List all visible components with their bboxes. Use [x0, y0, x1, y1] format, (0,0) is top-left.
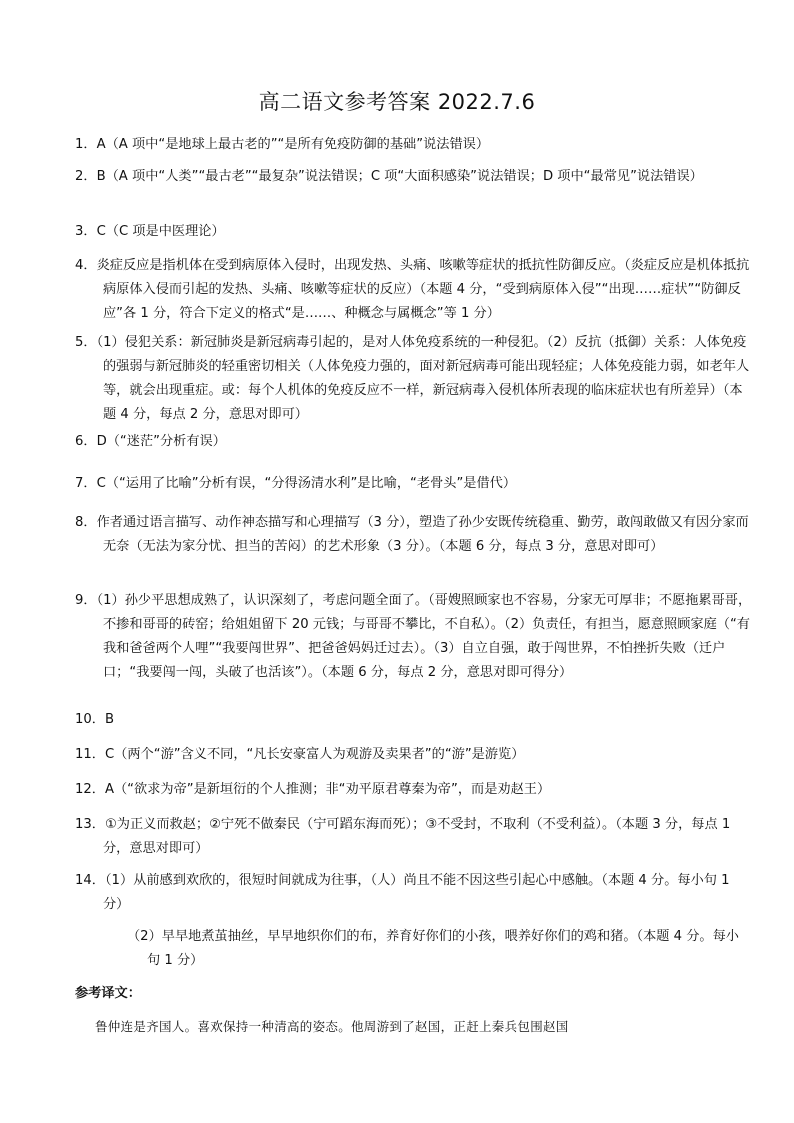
answer-item-5: 5．（1）侵犯关系：新冠肺炎是新冠病毒引起的，是对人体免疫系统的一种侵犯。（2）反抗（抵御）关系：人体免疫的强弱与新冠肺炎的轻重密切相关（人体免疫力强的，面对新冠病毒可能出现轻症；人体免疫能力弱，如老年人等，就会出现重症。或：每个人机体的免疫反应不一样，新冠病毒入侵机体所表现的临床症状也有所差异）（本题 4 分，每点 2 分，意思对即可） — [75, 335, 750, 422]
translation-text: 鲁仲连是齐国人。喜欢保持一种清高的姿态。他周游到了赵国，正赶上秦兵包围赵国 — [95, 1019, 569, 1034]
answer-item-2: 2．B（A 项中“人类”“最古老”“最复杂”说法错误；C 项“大面积感染”说法错误；D 项中“最常见”说法错误） — [75, 169, 703, 184]
answer-item-12: 12．A（“欲求为帝”是新垣衍的个人推测；非“劝平原君尊秦为帝”，而是劝赵王） — [75, 782, 551, 797]
answer-item-7: 7．C（“运用了比喻”分析有误，“分得汤清水利”是比喻，“老骨头”是借代） — [75, 476, 517, 491]
answer-item-4: 4．炎症反应是指机体在受到病原体入侵时，出现发热、头痛、咳嗽等症状的抵抗性防御反应。（炎症反应是机体抵抗病原体入侵而引起的发热、头痛、咳嗽等症状的反应）（本题 4 分，“受到病原体入侵”“出现……症状”“防御反应”各 1 分，符合下定义的格式“是……、种概念与属概念”等 1 分） — [75, 258, 750, 321]
answer-item-9: 9．（1）孙少平思想成熟了，认识深刻了，考虑问题全面了。（哥嫂照顾家也不容易，分家无可厚非；不愿拖累哥哥，不掺和哥哥的砖窑；给姐姐留下 20 元钱；与哥哥不攀比，不自私）。（2）负责任，有担当，愿意照顾家庭（“有我和爸爸两个人哩”“我要闯世界”、把爸爸妈妈迁过去）。（3）自立自强，敢于闯世界，不怕挫折失败（迁户口；“我要闯一闯，头破了也活该”）。（本题 6 分，每点 2 分，意思对即可得分） — [75, 593, 752, 680]
answer-item-10: 10．B — [75, 712, 115, 727]
answer-item-11: 11．C（两个“游”含义不同，“凡长安豪富人为观游及卖果者”的“游”是游览） — [75, 747, 525, 762]
translation-heading: 参考译文： — [75, 986, 141, 1001]
answer-item-1: 1．A（A 项中“是地球上最古老的”“是所有免疫防御的基础”说法错误） — [75, 137, 490, 152]
answer-item-6: 6．D（“迷茫”分析有误） — [75, 434, 226, 449]
page-title: 高二语文参考答案 2022.7.6 — [258, 90, 536, 114]
answer-item-3: 3．C（C 项是中医理论） — [75, 224, 225, 239]
answer-item-8: 8．作者通过语言描写、动作神态描写和心理描写（3 分），塑造了孙少安既传统稳重、勤劳，敢闯敢做又有因分家而无奈（无法为家分忧、担当的苦闷）的艺术形象（3 分）。（本题 6 分，每点 3 分，意思对即可） — [75, 515, 749, 554]
answer-item-13: 13．①为正义而救赵；②宁死不做秦民（宁可蹈东海而死）；③不受封，不取利（不受利益）。（本题 3 分，每点 1 分，意思对即可） — [75, 817, 731, 856]
answer-item-14: 14．（1）从前感到欢欣的，很短时间就成为往事，（人）尚且不能不因这些引起心中感触。（本题 4 分。每小句 1 分） — [75, 873, 730, 912]
answer-item-14-part-2: （2）早早地煮茧抽丝，早早地织你们的布，养育好你们的小孩，喂养好你们的鸡和猪。（本题 4 分。每小句 1 分） — [127, 929, 739, 968]
